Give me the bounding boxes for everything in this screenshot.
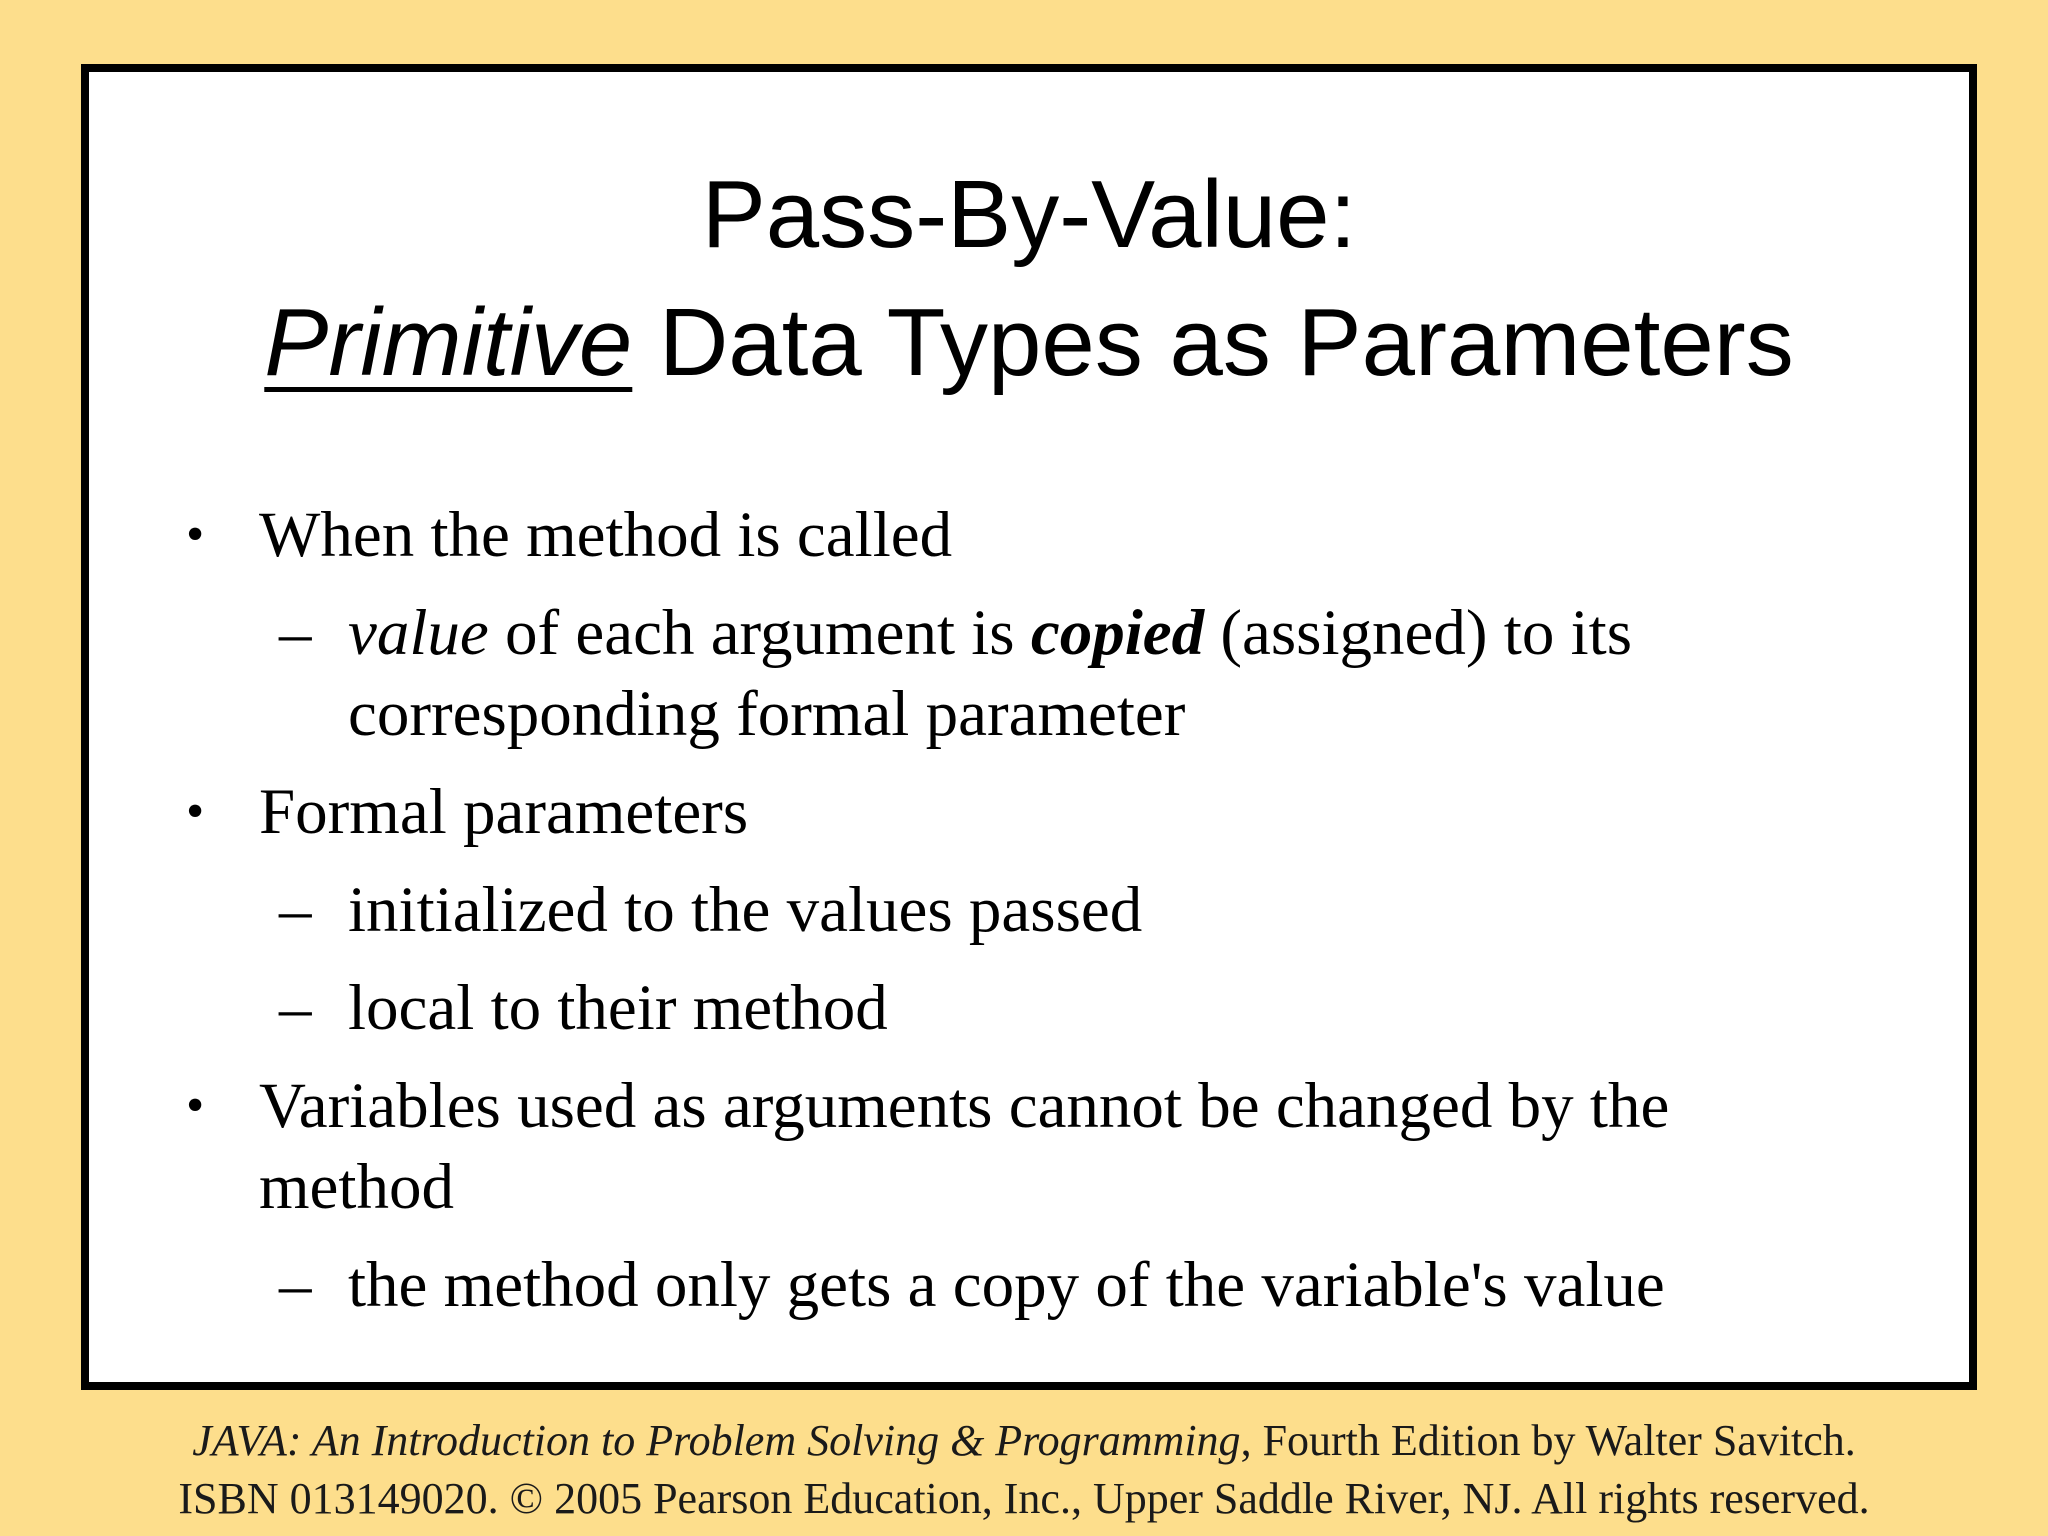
bullet-marker: •: [186, 1077, 205, 1134]
sub-bullet-text-normal: of each argument is: [488, 597, 1031, 669]
dash-marker: –: [279, 972, 312, 1044]
slide-frame: [81, 64, 1977, 1390]
bullet-text: Formal parameters: [259, 776, 749, 848]
dash-marker: –: [279, 874, 312, 946]
sub-bullet-text-value: value: [348, 597, 489, 669]
title-emphasis: Primitive: [264, 289, 633, 396]
bullet-text: When the method is called: [259, 499, 953, 571]
sub-bullet-text: initialized to the values passed: [348, 874, 1143, 946]
bullet-text: Variables used as arguments cannot be changed by the: [259, 1070, 1670, 1142]
dash-marker: –: [279, 597, 312, 669]
sub-bullet-text-normal-2: (assigned) to its: [1204, 597, 1632, 669]
slide-title-line-1: Pass-By-Value:: [701, 161, 1357, 268]
footer-book-title: JAVA: An Introduction to Problem Solving & Programming: [192, 1416, 1241, 1465]
sub-bullet-text-copied: copied: [1030, 597, 1205, 669]
dash-marker: –: [279, 1249, 312, 1321]
bullet-marker: •: [186, 783, 205, 840]
bullet-marker: •: [186, 506, 205, 563]
slide-title-line-2: [89, 289, 1969, 396]
sub-bullet-text: local to their method: [348, 972, 888, 1044]
sub-bullet-continuation-text: corresponding formal parameter: [348, 678, 1186, 750]
bullet-continuation-text: method: [259, 1151, 454, 1223]
sub-bullet-text: the method only gets a copy of the variable's value: [348, 1249, 1665, 1321]
sub-bullet-text: [348, 593, 1632, 673]
footer-citation-line-1: [0, 1411, 2048, 1471]
footer-edition: , Fourth Edition by Walter Savitch.: [1240, 1416, 1856, 1465]
title-rest: Data Types as Parameters: [632, 289, 1794, 396]
footer-citation-line-2: ISBN 013149020. © 2005 Pearson Education, Inc., Upper Saddle River, NJ. All rights reserved.: [178, 1474, 1870, 1523]
